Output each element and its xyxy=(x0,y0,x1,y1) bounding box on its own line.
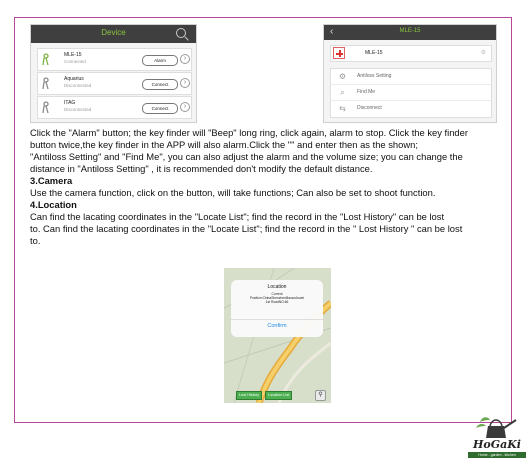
find-me-item[interactable] xyxy=(331,85,491,101)
keyfinder-icon xyxy=(333,47,345,59)
back-arrow-icon[interactable]: ‹ xyxy=(330,26,334,37)
device-options-list xyxy=(330,68,492,118)
device-row[interactable] xyxy=(37,96,192,119)
keyfinder-icon xyxy=(41,101,51,114)
antiloss-setting-item[interactable] xyxy=(331,69,491,85)
dialog-line: 1st RoadNO.66 xyxy=(265,300,289,305)
instruction-line: distance in "Antiloss Setting" , it is recommended don't modify the default distance. xyxy=(30,163,373,174)
location-dialog xyxy=(231,280,323,337)
instruction-line: button twice,the key finder in the APP will also alarm.Click the "" and enter then as the shown; xyxy=(30,139,418,150)
hogaki-logo xyxy=(468,414,526,462)
device-name: MLE-15 xyxy=(365,50,383,56)
gear-icon: ⚙ xyxy=(338,72,347,81)
instruction-text xyxy=(30,127,512,247)
chevron-right-icon[interactable]: › xyxy=(180,78,190,88)
instruction-line: Click the "Alarm" button; the key finder will "Beep" long ring, click again, alarm to stop. Click the key finder xyxy=(30,127,468,138)
device-list-screenshot xyxy=(30,24,197,123)
device-name: Aquarius xyxy=(64,76,84,82)
search-icon[interactable] xyxy=(176,28,186,38)
dialog-title: Location xyxy=(267,284,287,290)
device-detail-header xyxy=(324,25,496,40)
alarm-button[interactable]: Alarm xyxy=(142,55,178,66)
item-label: Find Me xyxy=(357,89,376,95)
chevron-right-icon[interactable]: › xyxy=(180,102,190,112)
instruction-line: Can find the lacating coordinates in the "Locate List"; find the record in the "Lost History" can be lost xyxy=(30,211,445,222)
connect-button[interactable]: Connect xyxy=(142,103,178,114)
settings-icon[interactable]: ⚙ xyxy=(480,50,486,56)
dialog-divider xyxy=(231,319,323,320)
lost-history-tab[interactable]: Lost History xyxy=(236,391,262,400)
instruction-line: "Antiloss Setting" and "Find Me", you can also adjust the alarm and the volume size; you can change the xyxy=(30,151,463,162)
disconnect-item[interactable] xyxy=(331,101,491,116)
logo-tagline: Home - garden - kitchen xyxy=(468,452,526,458)
device-name: ITAG xyxy=(64,100,76,106)
watering-can-icon xyxy=(468,414,526,440)
item-label: Antiloss Setting xyxy=(357,73,392,79)
device-detail-screenshot xyxy=(323,24,497,123)
instruction-line: to. Can find the lacating coordinates in the "Locate List"; find the record in the " Lost History " can be lost xyxy=(30,223,463,234)
device-detail-card[interactable] xyxy=(330,45,492,62)
device-list-header xyxy=(31,25,196,43)
logo-name: HoGaKi xyxy=(473,438,521,451)
device-list-title: Device xyxy=(101,28,126,37)
camera-heading: 3.Camera xyxy=(30,175,73,186)
dialog-line: Position:ChinaShenzhenBaoanJuwei xyxy=(249,296,305,301)
item-label: Disconnect xyxy=(357,105,382,111)
device-row[interactable] xyxy=(37,72,192,95)
disconnect-icon: ⇆ xyxy=(339,104,346,113)
location-map-screenshot xyxy=(224,268,331,403)
connect-button[interactable]: Connect xyxy=(142,79,178,90)
locate-icon[interactable]: ⚲ xyxy=(315,390,326,401)
device-status: Disconnected xyxy=(64,83,92,88)
location-list-tab[interactable]: Location List xyxy=(265,391,292,400)
device-row[interactable] xyxy=(37,48,192,71)
device-detail-title: MLE-15 xyxy=(399,28,421,34)
chevron-right-icon[interactable]: › xyxy=(180,54,190,64)
confirm-button[interactable]: Confirm xyxy=(267,323,287,329)
location-heading: 4.Location xyxy=(30,199,77,210)
search-icon: ⌕ xyxy=(340,88,345,97)
device-status: Disconnected xyxy=(64,107,92,112)
keyfinder-icon xyxy=(41,77,51,90)
dialog-line: Current xyxy=(271,292,283,296)
device-name: MLE-15 xyxy=(64,52,82,58)
dialog-body xyxy=(235,292,319,305)
device-status: Connected xyxy=(64,59,86,64)
instruction-line: to. xyxy=(30,235,41,246)
keyfinder-icon xyxy=(41,53,51,66)
instruction-line: Use the camera function, click on the button, will take functions; Can also be set to shoot function. xyxy=(30,187,436,198)
